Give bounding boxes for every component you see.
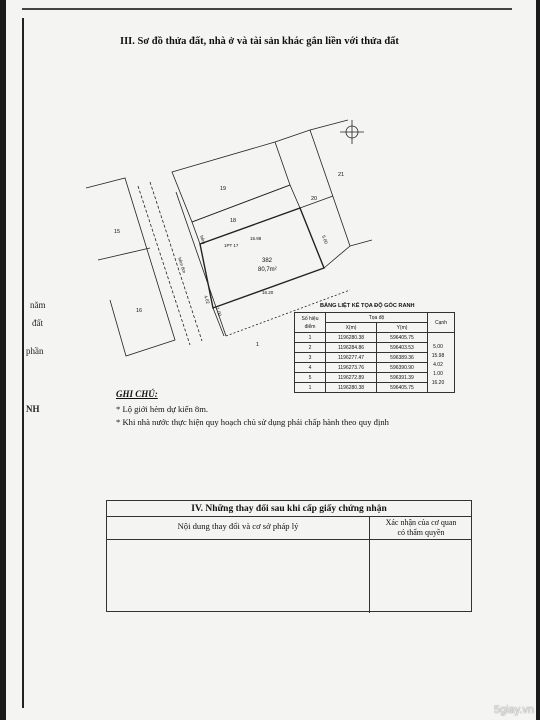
parcel-outline: [98, 248, 150, 260]
section-3-title: III. Sơ đồ thửa đất, nhà ở và tài sản khác gắn liền với thửa đất: [120, 36, 399, 47]
row-divider: [107, 539, 471, 540]
x-cell: 1196272.89: [326, 373, 377, 383]
road-edge: [150, 182, 202, 341]
x-cell: 1196273.76: [326, 363, 377, 373]
y-cell: 596391.39: [377, 373, 428, 383]
edge-length: 16.20: [262, 290, 274, 295]
margin-note: đất: [32, 318, 43, 328]
x-cell: 1196280.38: [326, 333, 377, 343]
point-cell: 3: [295, 353, 326, 363]
edge-value: 5.00: [433, 344, 443, 350]
edge-length: 5.00: [321, 234, 329, 245]
edge-length: 4.02: [203, 294, 211, 305]
parcel-number: 18: [230, 218, 237, 224]
parcel-number: 1: [256, 342, 260, 348]
parcel-outline: [350, 240, 372, 246]
note-item: * Khi nhà nước thực hiện quy hoạch chủ sử dụng phải chấp hành theo quy định: [116, 417, 389, 427]
edge-value: 1.00: [433, 371, 443, 377]
main-parcel-id: 382: [262, 258, 273, 264]
changes-content-header: Nội dung thay đổi và cơ sở pháp lý: [177, 521, 299, 531]
parcel-number: 15: [114, 229, 121, 235]
y-cell: 596405.75: [377, 383, 428, 393]
edge-length: 15.98: [250, 236, 262, 241]
margin-note: phần: [26, 346, 44, 356]
authority-header-line: Xác nhận của cơ quan: [385, 518, 457, 527]
y-cell: 596403.53: [377, 343, 428, 353]
changes-table: [106, 500, 472, 612]
y-cell: 596390.90: [377, 363, 428, 373]
edge-value: 4.02: [433, 362, 443, 368]
margin-note: năm: [30, 300, 46, 310]
col-coord-header: Tọa độ: [326, 313, 428, 323]
road-label: hẻm 8m: [177, 256, 187, 274]
point-cell: 1: [295, 333, 326, 343]
point-cell: 1: [295, 383, 326, 393]
parcel-number: 19: [220, 186, 227, 192]
col-x-header: X(m): [326, 323, 377, 333]
col-point-header: Số hiệu điểm: [295, 313, 326, 333]
road-label: hẻm: [199, 234, 207, 245]
parcel-outline: [310, 120, 348, 130]
notes-title: GHI CHÚ:: [116, 389, 158, 399]
table-row: [295, 333, 455, 343]
watermark: 5giay.vn: [493, 704, 534, 716]
edge-value: 15.98: [431, 353, 445, 359]
authority-header-line: có thẩm quyền: [397, 528, 445, 537]
coord-table-title: BẢNG LIỆT KÊ TỌA ĐỘ GÓC RANH: [320, 303, 415, 309]
point-cell: 4: [295, 363, 326, 373]
edge-lengths: [427, 343, 449, 388]
margin-note: NH: [26, 404, 40, 414]
x-cell: 1196284.86: [326, 343, 377, 353]
edge-length: 1.00: [215, 306, 223, 317]
x-cell: 1196277.47: [326, 353, 377, 363]
column-divider: [369, 517, 370, 613]
x-cell: 1196280.38: [326, 383, 377, 393]
edge-label: 1PT 17: [224, 243, 239, 248]
col-edge-header: Cạnh: [428, 313, 455, 333]
y-cell: 596405.75: [377, 333, 428, 343]
point-cell: 5: [295, 373, 326, 383]
parcel-number: 21: [338, 172, 345, 178]
y-cell: 596389.36: [377, 353, 428, 363]
edge-value: 16.20: [431, 380, 445, 386]
parcel-outline: [86, 178, 175, 356]
authority-confirmation-header: [370, 518, 472, 538]
parcel-number: 20: [311, 196, 318, 202]
parcel-number: 16: [136, 308, 143, 314]
col-y-header: Y(m): [377, 323, 428, 333]
point-cell: 2: [295, 343, 326, 353]
main-parcel-area: 80,7m²: [258, 267, 277, 273]
section-4-title: IV. Những thay đổi sau khi cấp giấy chứng nhận: [107, 501, 471, 517]
parcel-outline: [172, 142, 290, 222]
note-item: * Lộ giới hẻm dự kiến 8m.: [116, 404, 209, 414]
